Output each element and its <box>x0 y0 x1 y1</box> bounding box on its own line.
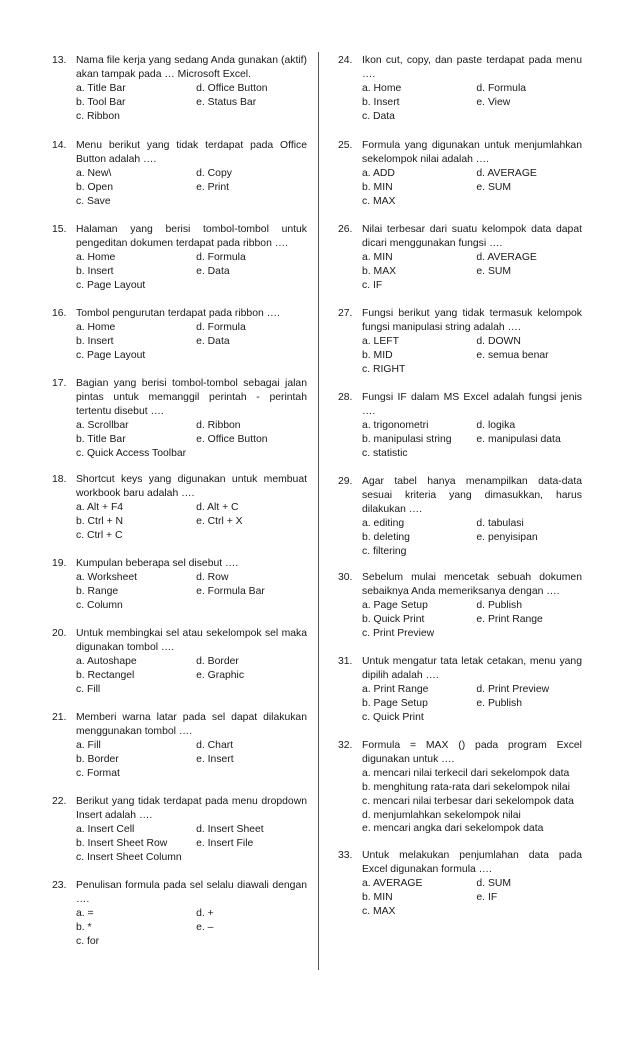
answer-option: c. for <box>76 935 100 947</box>
answer-option: d. SUM <box>476 877 512 889</box>
answer-option: b. Page Setup <box>362 697 428 709</box>
answer-options <box>76 823 307 865</box>
answer-option: a. Fill <box>76 739 101 751</box>
answer-option: d. Row <box>196 571 229 583</box>
answer-option: a. = <box>76 907 94 919</box>
answer-option: e. Insert File <box>196 837 254 849</box>
answer-options <box>76 167 307 209</box>
question-item <box>338 223 582 293</box>
question-number: 13. <box>52 55 67 66</box>
answer-option: a. Print Range <box>362 683 429 695</box>
answer-options <box>362 767 582 837</box>
question-number: 20. <box>52 628 67 639</box>
answer-option: e. – <box>196 921 214 933</box>
question-item <box>338 54 582 124</box>
answer-option: c. Page Layout <box>76 349 146 361</box>
question-item <box>52 879 307 949</box>
column-divider <box>318 52 319 970</box>
answer-option: e. Data <box>196 265 230 277</box>
answer-option: b. deleting <box>362 531 410 543</box>
answer-options <box>76 251 307 293</box>
answer-option: a. New\ <box>76 167 112 179</box>
question-text: Penulisan formula pada sel selalu diawali dengan …. <box>76 880 307 905</box>
answer-option: b. Ctrl + N <box>76 515 124 527</box>
answer-options <box>362 251 582 293</box>
answer-options <box>76 501 307 543</box>
answer-option: d. Formula <box>196 321 246 333</box>
answer-option: d. + <box>196 907 214 919</box>
answer-option: b. Border <box>76 753 119 765</box>
question-text: Fungsi berikut yang tidak termasuk kelompok fungsi manipulasi string adalah …. <box>362 308 582 333</box>
question-item <box>52 795 307 865</box>
answer-option: a. Page Setup <box>362 599 428 611</box>
answer-option: d. AVERAGE <box>476 251 537 263</box>
answer-options <box>362 419 582 461</box>
answer-option: b. * <box>76 921 92 933</box>
answer-option: a. Worksheet <box>76 571 138 583</box>
answer-option: d. Copy <box>196 167 232 179</box>
question-item <box>52 473 307 543</box>
answer-option: c. Insert Sheet Column <box>76 851 182 863</box>
question-item <box>52 139 307 209</box>
answer-option: c. Fill <box>76 683 101 695</box>
question-text: Untuk mengatur tata letak cetakan, menu yang dipilih adalah …. <box>362 656 582 681</box>
answer-option: a. editing <box>362 517 405 529</box>
question-item <box>338 307 582 377</box>
answer-option: e. Status Bar <box>196 96 257 108</box>
answer-option: c. Print Preview <box>362 627 435 639</box>
question-item <box>338 475 582 558</box>
question-text: Formula yang digunakan untuk menjumlahkan sekelompok nilai adalah …. <box>362 140 582 165</box>
question-number: 31. <box>338 656 353 667</box>
question-text: Untuk membingkai sel atau sekelompok sel maka digunakan tombol …. <box>76 628 307 653</box>
question-number: 21. <box>52 712 67 723</box>
answer-options <box>76 419 307 461</box>
answer-option: c. Quick Access Toolbar <box>76 447 187 459</box>
answer-option: a. AVERAGE <box>362 877 423 889</box>
answer-option: b. Title Bar <box>76 433 126 445</box>
question-text: Nama file kerja yang sedang Anda gunakan (aktif) akan tampak pada … Microsoft Excel. <box>76 55 307 80</box>
answer-option: b. Quick Print <box>362 613 425 625</box>
question-text: Halaman yang berisi tombol-tombol untuk pengeditan dokumen terdapat pada ribbon …. <box>76 224 307 249</box>
answer-option: b. manipulasi string <box>362 433 452 445</box>
answer-option: d. Ribbon <box>196 419 241 431</box>
question-item <box>52 627 307 697</box>
question-number: 22. <box>52 796 67 807</box>
question-text: Berikut yang tidak terdapat pada menu dropdown Insert adalah …. <box>76 796 307 821</box>
question-number: 24. <box>338 55 353 66</box>
answer-option: d. tabulasi <box>476 517 524 529</box>
question-item <box>338 391 582 461</box>
answer-option: d. Publish <box>476 599 523 611</box>
answer-option: e. manipulasi data <box>476 433 561 445</box>
answer-option: e. Print <box>196 181 230 193</box>
answer-option: c. filtering <box>362 545 407 557</box>
answer-option: d. AVERAGE <box>476 167 537 179</box>
question-text: Untuk melakukan penjumlahan data pada Excel digunakan formula …. <box>362 850 582 875</box>
answer-option: a. mencari nilai terkecil dari sekelompok data <box>362 767 570 779</box>
answer-option: e. Graphic <box>196 669 245 681</box>
answer-option: b. Rectangel <box>76 669 135 681</box>
question-text: Ikon cut, copy, dan paste terdapat pada menu …. <box>362 55 582 80</box>
question-number: 23. <box>52 880 67 891</box>
answer-option: d. Office Button <box>196 82 268 94</box>
question-number: 32. <box>338 740 353 751</box>
question-number: 26. <box>338 224 353 235</box>
answer-option: a. MIN <box>362 251 393 263</box>
question-text: Fungsi IF dalam MS Excel adalah fungsi jenis …. <box>362 392 582 417</box>
answer-option: b. Open <box>76 181 113 193</box>
answer-option: e. Insert <box>196 753 234 765</box>
answer-option: e. Print Range <box>476 613 543 625</box>
answer-option: e. Office Button <box>196 433 268 445</box>
answer-option: e. Publish <box>476 697 523 709</box>
answer-option: d. DOWN <box>476 335 521 347</box>
answer-option: a. Insert Cell <box>76 823 135 835</box>
question-text: Memberi warna latar pada sel dapat dilakukan menggunakan tombol …. <box>76 712 307 737</box>
answer-option: d. Formula <box>476 82 527 94</box>
question-number: 25. <box>338 140 353 151</box>
question-item <box>338 739 582 836</box>
answer-options <box>76 907 307 949</box>
answer-options <box>362 517 582 559</box>
answer-option: b. Range <box>76 585 119 597</box>
answer-option: c. Data <box>362 110 395 122</box>
answer-option: c. Ctrl + C <box>76 529 123 541</box>
answer-option: c. Ribbon <box>76 110 120 122</box>
question-item <box>52 557 307 613</box>
answer-options <box>362 877 582 919</box>
question-number: 30. <box>338 572 353 583</box>
answer-option: a. Autoshape <box>76 655 137 667</box>
answer-option: b. MAX <box>362 265 397 277</box>
answer-option: e. View <box>476 96 511 108</box>
question-item <box>52 307 307 363</box>
answer-options <box>76 82 307 124</box>
answer-options <box>362 82 582 124</box>
answer-option: a. Home <box>76 251 116 263</box>
question-text: Agar tabel hanya menampilkan data-data sesuai kriteria yang dimasukkan, harus dilakukan …. <box>362 476 582 515</box>
answer-options <box>362 683 582 725</box>
answer-option: a. Alt + F4 <box>76 501 124 513</box>
answer-option: b. MIN <box>362 891 393 903</box>
answer-option: e. mencari angka dari sekelompok data <box>362 823 544 835</box>
question-item <box>52 377 307 460</box>
answer-option: b. Insert <box>362 96 400 108</box>
answer-option: c. Quick Print <box>362 711 424 723</box>
question-item <box>338 571 582 641</box>
question-text: Tombol pengurutan terdapat pada ribbon …. <box>76 308 280 319</box>
answer-option: a. ADD <box>362 167 395 179</box>
answer-option: b. Insert <box>76 265 114 277</box>
answer-option: d. Insert Sheet <box>196 823 264 835</box>
answer-option: b. Insert <box>76 335 114 347</box>
answer-option: b. MIN <box>362 181 393 193</box>
question-item <box>338 655 582 725</box>
question-text: Formula = MAX () pada program Excel digunakan untuk …. <box>362 740 582 765</box>
answer-options <box>362 167 582 209</box>
answer-option: c. IF <box>362 279 383 291</box>
question-number: 14. <box>52 140 67 151</box>
question-number: 18. <box>52 474 67 485</box>
answer-option: e. Formula Bar <box>196 585 265 597</box>
answer-options <box>76 321 307 363</box>
question-text: Sebelum mulai mencetak sebuah dokumen sebaiknya Anda memeriksanya dengan …. <box>362 572 582 597</box>
answer-option: a. Scrollbar <box>76 419 129 431</box>
answer-options <box>76 655 307 697</box>
answer-option: a. LEFT <box>362 335 399 347</box>
question-text: Menu berikut yang tidak terdapat pada Office Button adalah …. <box>76 140 307 165</box>
answer-option: c. mencari nilai terbesar dari sekelompok data <box>362 795 574 807</box>
question-item <box>52 711 307 781</box>
answer-option: d. Chart <box>196 739 234 751</box>
answer-option: b. Insert Sheet Row <box>76 837 168 849</box>
answer-option: e. Data <box>196 335 230 347</box>
question-number: 15. <box>52 224 67 235</box>
answer-option: e. SUM <box>476 181 512 193</box>
answer-option: a. trigonometri <box>362 419 429 431</box>
answer-option: d. Alt + C <box>196 501 239 513</box>
answer-option: e. IF <box>476 891 498 903</box>
answer-options <box>76 739 307 781</box>
answer-option: c. MAX <box>362 195 396 207</box>
question-number: 16. <box>52 308 67 319</box>
answer-option: b. menghitung rata-rata dari sekelompok nilai <box>362 781 570 793</box>
answer-option: c. Page Layout <box>76 279 146 291</box>
answer-option: c. Save <box>76 195 111 207</box>
question-number: 27. <box>338 308 353 319</box>
answer-option: e. penyisipan <box>476 531 538 543</box>
answer-option: d. Print Preview <box>476 683 550 695</box>
answer-option: a. Title Bar <box>76 82 126 94</box>
answer-option: e. semua benar <box>476 349 549 361</box>
answer-option: e. Ctrl + X <box>196 515 243 527</box>
question-number: 33. <box>338 850 353 861</box>
question-item <box>338 139 582 209</box>
question-number: 17. <box>52 378 67 389</box>
question-item <box>338 849 582 919</box>
question-number: 19. <box>52 558 67 569</box>
question-item <box>52 54 307 124</box>
answer-option: d. Border <box>196 655 239 667</box>
answer-option: c. Format <box>76 767 120 779</box>
answer-option: a. Home <box>76 321 116 333</box>
question-number: 28. <box>338 392 353 403</box>
answer-options <box>76 571 307 613</box>
answer-option: c. statistic <box>362 447 408 459</box>
answer-option: b. MID <box>362 349 393 361</box>
answer-option: d. Formula <box>196 251 246 263</box>
answer-options <box>362 335 582 377</box>
answer-option: c. RIGHT <box>362 363 406 375</box>
question-text: Nilai terbesar dari suatu kelompok data dapat dicari menggunakan fungsi …. <box>362 224 582 249</box>
answer-options <box>362 599 582 641</box>
question-text: Shortcut keys yang digunakan untuk membuat workbook baru adalah …. <box>76 474 307 499</box>
answer-option: c. Column <box>76 599 123 611</box>
question-item <box>52 223 307 293</box>
answer-option: e. SUM <box>476 265 512 277</box>
answer-option: d. menjumlahkan sekelompok nilai <box>362 809 521 821</box>
question-text: Bagian yang berisi tombol-tombol sebagai jalan pintas untuk memanggil perintah - perintah tertentu disebut …. <box>76 378 307 417</box>
answer-option: a. Home <box>362 82 402 94</box>
answer-option: d. logika <box>476 419 516 431</box>
question-number: 29. <box>338 476 353 487</box>
answer-option: b. Tool Bar <box>76 96 126 108</box>
question-text: Kumpulan beberapa sel disebut …. <box>76 558 239 569</box>
answer-option: c. MAX <box>362 905 396 917</box>
